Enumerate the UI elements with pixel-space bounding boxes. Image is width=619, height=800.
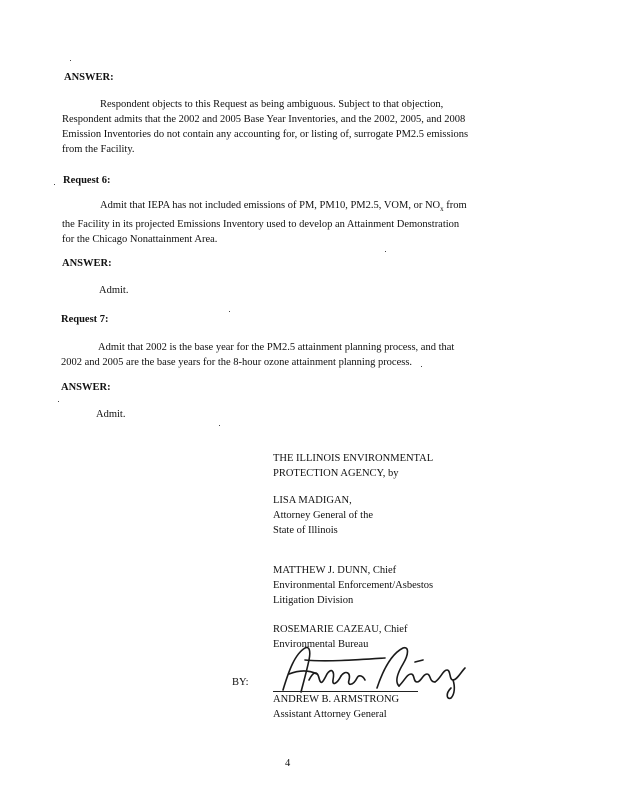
- agency-line: THE ILLINOIS ENVIRONMENTAL: [273, 453, 434, 464]
- paragraph-line: for the Chicago Nonattainment Area.: [62, 234, 218, 246]
- page-number: 4: [285, 758, 291, 769]
- answer-paragraph: [62, 97, 468, 157]
- ag-line: LISA MADIGAN,: [273, 495, 352, 506]
- chief-line: MATTHEW J. DUNN, Chief: [273, 565, 397, 576]
- answer-text: Admit.: [99, 285, 129, 296]
- request-heading: Request 7:: [61, 314, 109, 325]
- paragraph-line: Admit that 2002 is the base year for the PM2.5 attainment planning process, and that: [98, 342, 455, 353]
- paragraph-line: Respondent objects to this Request as being ambiguous. Subject to that objection,: [100, 99, 444, 110]
- signer-block: [273, 692, 399, 722]
- scan-speck: [58, 401, 59, 402]
- bureau-line: ROSEMARIE CAZEAU, Chief: [273, 624, 408, 635]
- scan-speck: [229, 311, 230, 312]
- chief-line: Litigation Division: [273, 595, 354, 606]
- by-label: BY:: [232, 677, 249, 688]
- paragraph-line: Emission Inventories do not contain any accounting for, or listing of, surrogate PM2.5 emissions: [62, 129, 469, 140]
- paragraph-line: the Facility in its projected Emissions Inventory used to develop an Attainment Demonstration: [62, 219, 460, 231]
- signer-title: Assistant Attorney General: [273, 709, 387, 720]
- ag-line: State of Illinois: [273, 525, 338, 536]
- scan-speck: [219, 425, 220, 426]
- division-chief-block: [273, 563, 433, 608]
- signer-name: ANDREW B. ARMSTRONG: [273, 694, 400, 705]
- scan-speck: [54, 184, 55, 185]
- scan-speck: [421, 366, 422, 367]
- paragraph-line: Respondent admits that the 2002 and 2005 Base Year Inventories, and the 2002, 2005, and 2008: [62, 114, 466, 125]
- request-heading: Request 6:: [63, 175, 111, 186]
- answer-heading: ANSWER:: [64, 72, 114, 83]
- agency-block: [273, 451, 433, 481]
- request-paragraph: [61, 340, 454, 370]
- paragraph-line: 2002 and 2005 are the base years for the 8-hour ozone attainment planning process.: [61, 357, 413, 368]
- answer-text: Admit.: [96, 409, 126, 420]
- answer-heading: ANSWER:: [61, 382, 111, 393]
- scan-speck: [385, 251, 386, 252]
- chief-line: Environmental Enforcement/Asbestos: [273, 580, 434, 591]
- ag-line: Attorney General of the: [273, 510, 374, 521]
- scan-speck: [70, 60, 71, 61]
- agency-line: PROTECTION AGENCY, by: [273, 468, 399, 479]
- attorney-general-block: [273, 493, 373, 538]
- request-paragraph: [62, 198, 467, 247]
- bureau-line: Environmental Bureau: [273, 639, 369, 650]
- paragraph-line: from the Facility.: [62, 144, 135, 155]
- paragraph-line: Admit that IEPA has not included emissions of PM, PM10, PM2.5, VOM, or $NO_x$ from: [100, 200, 467, 214]
- answer-heading: ANSWER:: [62, 258, 112, 269]
